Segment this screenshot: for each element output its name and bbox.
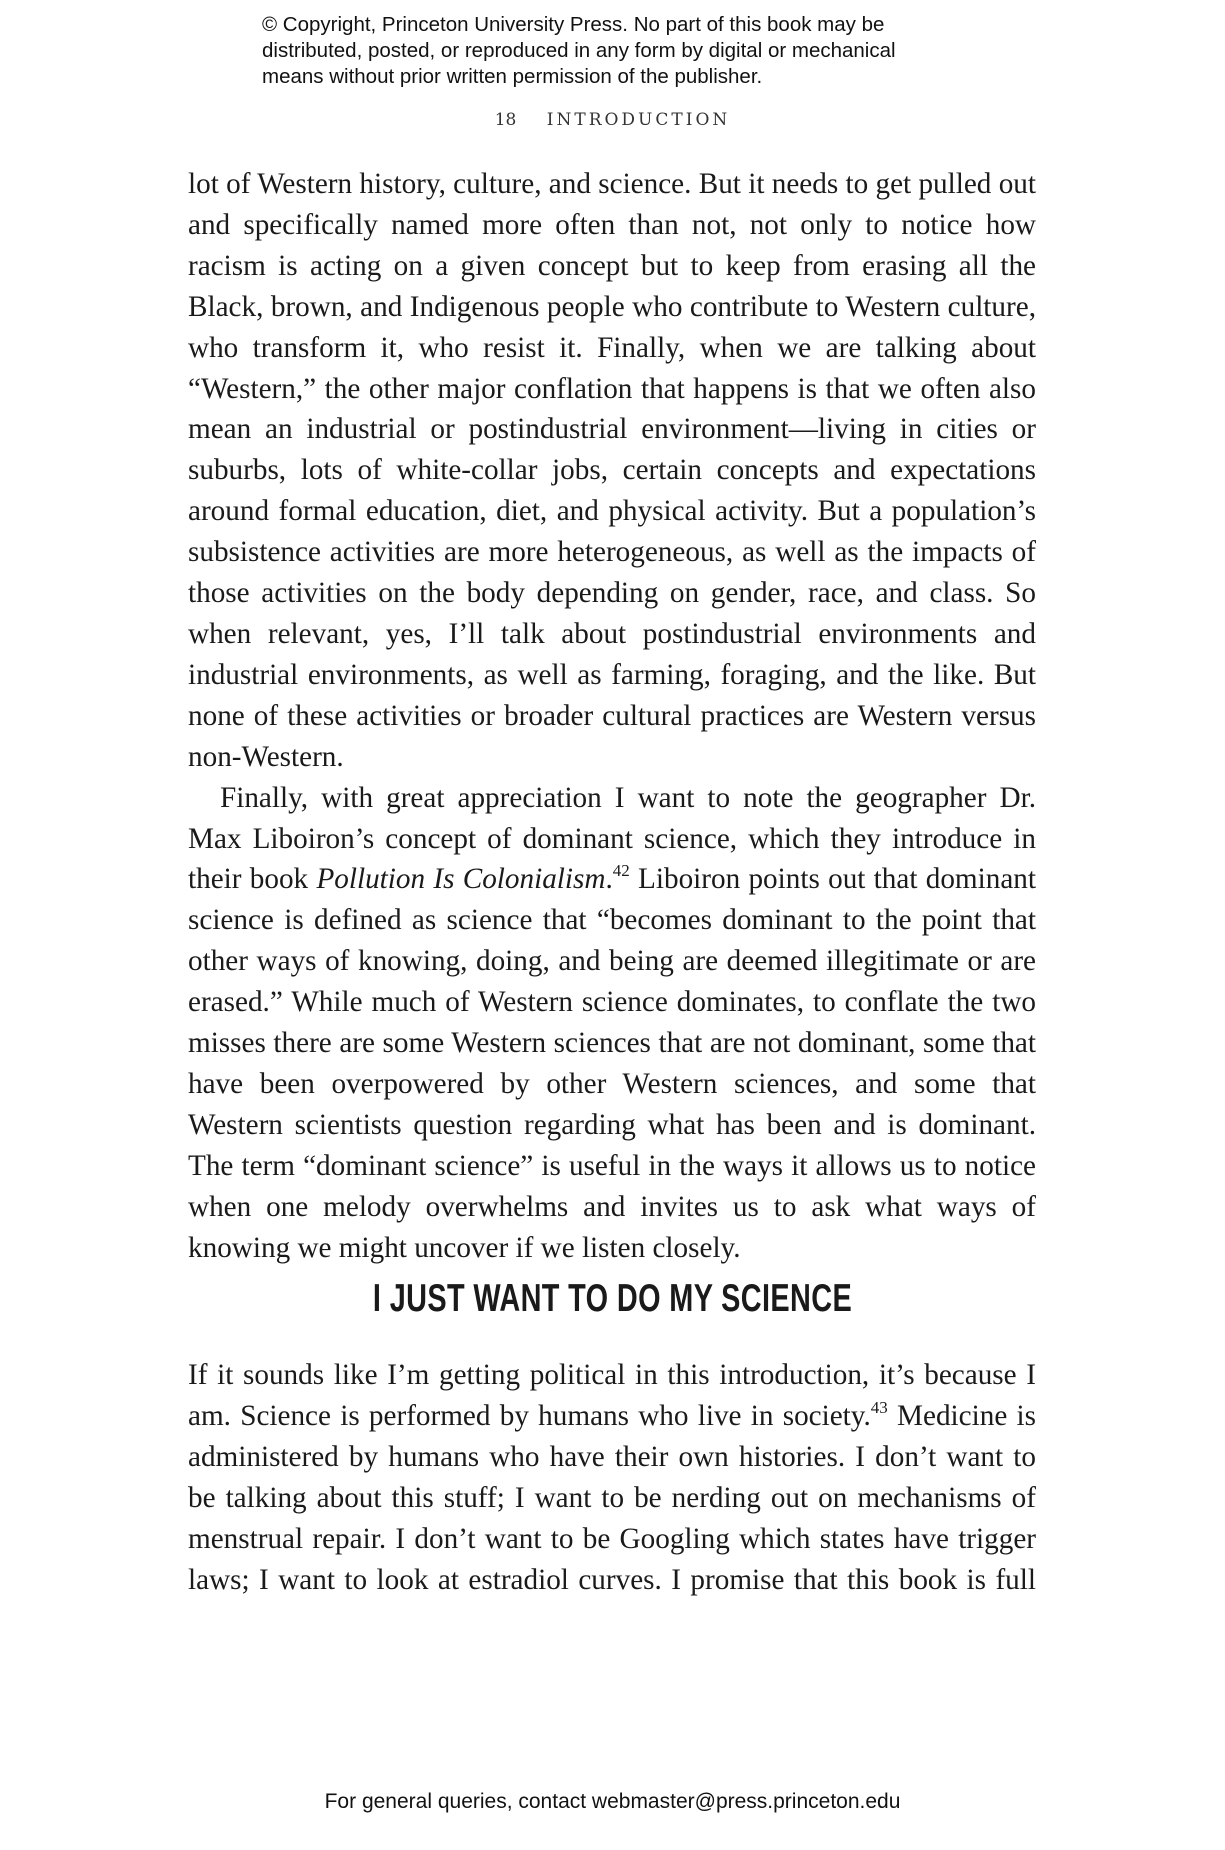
paragraph-text: Finally, with great appreciation I want to note the geographer Dr. Max Liboiron’s concept of dominant science, which they introduce in their book (188, 781, 1036, 896)
copyright-line: distributed, posted, or reproduced in any form by digital or mechanical (262, 39, 896, 62)
running-head (0, 110, 1225, 130)
paragraph: lot of Western history, culture, and science. But it needs to get pulled out and specifically named more often than not, not only to notice how racism is acting on a given concept but to keep from erasing all the Black, brown, and Indigenous people who contribute to Western culture, who transform it, who resist it. Finally, when we are talking about “Western,” the other major conflation that happens is that we often also mean an industrial or postindustrial environment—living in cities or suburbs, lots of white-collar jobs, certain concepts and expectations around formal education, diet, and physical activity. But a population’s subsistence activities are more heterogeneous, as well as the impacts of those activities on the body depending on gender, race, and class. So when relevant, yes, I’ll talk about postindustrial environments and industrial environments, as well as farming, foraging, and the like. But none of these activities or broader cultural practices are Western versus non-Western. (188, 168, 1036, 773)
chapter-title: INTRODUCTION (546, 110, 731, 130)
paragraph (188, 778, 1036, 1269)
paragraph-text: If it sounds like I’m getting political in this introduction, it’s because I am. Science is performed by humans who live in society. (188, 1359, 1036, 1432)
copyright-notice (262, 12, 982, 90)
section-heading: I JUST WANT TO DO MY SCIENCE (372, 1277, 853, 1320)
page-number: 18 (494, 110, 517, 130)
copyright-line: means without prior written permission of the publisher. (262, 65, 763, 88)
footnote-marker: 42 (612, 861, 630, 881)
paragraph-text: Medicine is administered by humans who have their own histories. I don’t want to be talking about this stuff; I want to be nerding out on mechanisms of menstrual repair. I don’t want to be Googling which states have trigger laws; I want to look at estradiol curves. I promise that this book is full (188, 1399, 1036, 1596)
book-title: Pollution Is Colonialism (316, 863, 606, 896)
paragraph (188, 1355, 1036, 1600)
paragraph-text: Liboiron points out that dominant science is defined as science that “becomes dominant to the point that other ways of knowing, doing, and being are deemed illegitimate or are erased.” While much of Western science dominates, to conflate the two misses there are some Western sciences that are not dominant, some that have been overpowered by other Western sciences, and some that Western scientists question regarding what has been and is dominant. The term “dominant science” is useful in the ways it allows us to notice when one melody overwhelms and invites us to ask what ways of knowing we might uncover if we listen closely. (188, 863, 1036, 1264)
body-text-lower (188, 1355, 1036, 1600)
body-text-upper (188, 164, 1036, 1268)
footnote-marker: 43 (870, 1397, 888, 1417)
copyright-line: © Copyright, Princeton University Press. No part of this book may be (262, 13, 885, 36)
punctuation: . (605, 863, 613, 896)
footer-contact: For general queries, contact webmaster@press.princeton.edu (324, 1790, 901, 1813)
